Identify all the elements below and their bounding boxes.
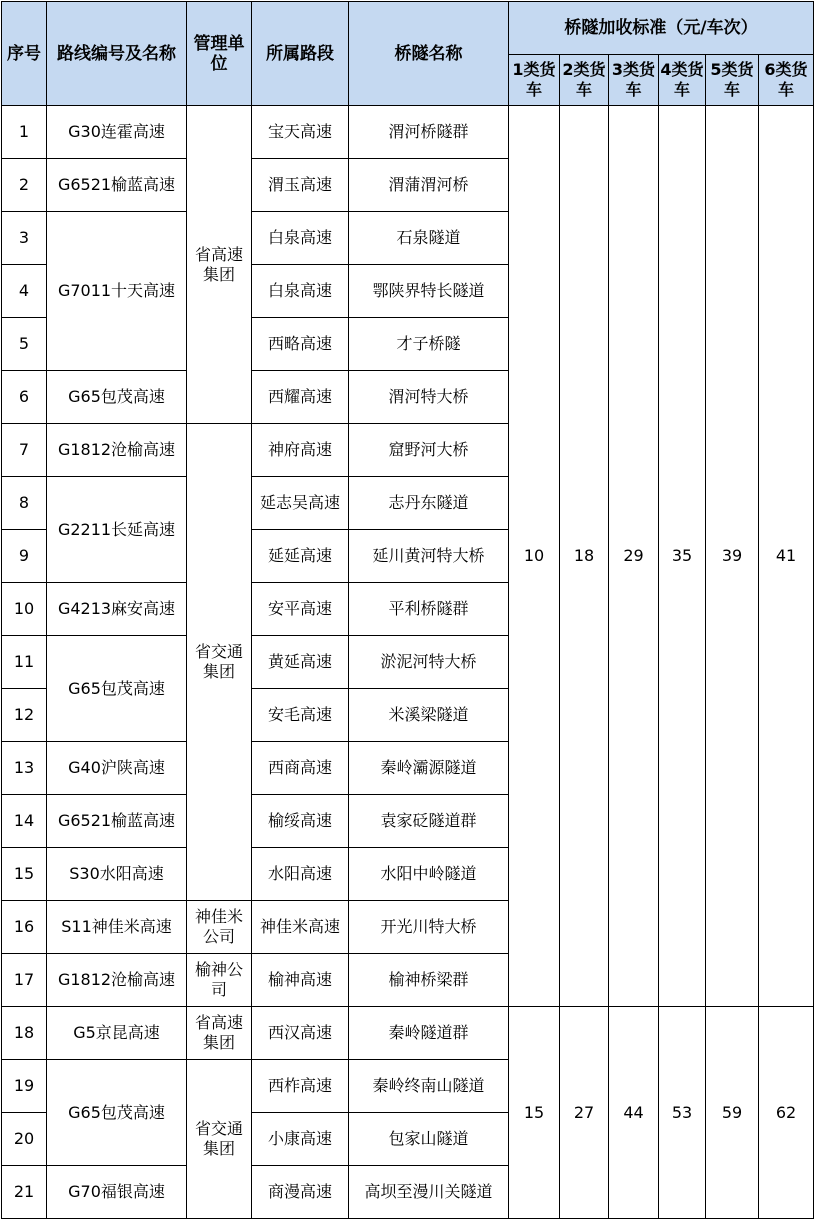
- section-cell: 延延高速: [252, 530, 349, 583]
- bridge-cell: 秦岭灞源隧道: [349, 742, 509, 795]
- seq-cell: 17: [2, 954, 47, 1007]
- route-cell: G65包茂高速: [47, 1060, 187, 1166]
- route-cell: G30连霍高速: [47, 106, 187, 159]
- bridge-cell: 鄂陕界特长隧道: [349, 265, 509, 318]
- fee-cell-class-2: 18: [560, 106, 609, 1007]
- section-cell: 白泉高速: [252, 212, 349, 265]
- section-cell: 安毛高速: [252, 689, 349, 742]
- fee-cell-class-5: 39: [706, 106, 759, 1007]
- bridge-cell: 米溪梁隧道: [349, 689, 509, 742]
- header-class-6: 6类货车: [759, 55, 814, 106]
- seq-cell: 14: [2, 795, 47, 848]
- section-cell: 榆绥高速: [252, 795, 349, 848]
- fee-cell-class-4: 35: [659, 106, 706, 1007]
- seq-cell: 6: [2, 371, 47, 424]
- header-class-5: 5类货车: [706, 55, 759, 106]
- seq-cell: 15: [2, 848, 47, 901]
- bridge-cell: 开光川特大桥: [349, 901, 509, 954]
- bridge-cell: 榆神桥梁群: [349, 954, 509, 1007]
- section-cell: 神府高速: [252, 424, 349, 477]
- route-cell: G2211长延高速: [47, 477, 187, 583]
- bridge-cell: 渭河桥隧群: [349, 106, 509, 159]
- fee-cell-class-3: 44: [609, 1007, 659, 1219]
- unit-cell: 省高速集团: [187, 106, 252, 424]
- unit-cell: 省交通集团: [187, 1060, 252, 1219]
- section-cell: 渭玉高速: [252, 159, 349, 212]
- bridge-cell: 秦岭终南山隧道: [349, 1060, 509, 1113]
- seq-cell: 8: [2, 477, 47, 530]
- fee-cell-class-4: 53: [659, 1007, 706, 1219]
- header-route: 路线编号及名称: [47, 2, 187, 106]
- unit-cell: 省交通集团: [187, 424, 252, 901]
- seq-cell: 19: [2, 1060, 47, 1113]
- header-class-2: 2类货车: [560, 55, 609, 106]
- route-cell: G6521榆蓝高速: [47, 159, 187, 212]
- section-cell: 水阳高速: [252, 848, 349, 901]
- route-cell: S11神佳米高速: [47, 901, 187, 954]
- table-row: [2, 1007, 814, 1060]
- section-cell: 西耀高速: [252, 371, 349, 424]
- route-cell: G40沪陕高速: [47, 742, 187, 795]
- section-cell: 西商高速: [252, 742, 349, 795]
- table-row: [2, 106, 814, 159]
- section-cell: 延志吴高速: [252, 477, 349, 530]
- fee-cell-class-2: 27: [560, 1007, 609, 1219]
- route-cell: S30水阳高速: [47, 848, 187, 901]
- seq-cell: 20: [2, 1113, 47, 1166]
- header-class-4: 4类货车: [659, 55, 706, 106]
- bridge-cell: 才子桥隧: [349, 318, 509, 371]
- route-cell: G65包茂高速: [47, 636, 187, 742]
- header-seq: 序号: [2, 2, 47, 106]
- fee-cell-class-6: 41: [759, 106, 814, 1007]
- seq-cell: 4: [2, 265, 47, 318]
- section-cell: 西汉高速: [252, 1007, 349, 1060]
- route-cell: G6521榆蓝高速: [47, 795, 187, 848]
- route-cell: G7011十天高速: [47, 212, 187, 371]
- header-bridge: 桥隧名称: [349, 2, 509, 106]
- section-cell: 宝天高速: [252, 106, 349, 159]
- section-cell: 白泉高速: [252, 265, 349, 318]
- bridge-cell: 石泉隧道: [349, 212, 509, 265]
- fee-cell-class-5: 59: [706, 1007, 759, 1219]
- seq-cell: 3: [2, 212, 47, 265]
- seq-cell: 18: [2, 1007, 47, 1060]
- bridge-cell: 延川黄河特大桥: [349, 530, 509, 583]
- bridge-cell: 袁家砭隧道群: [349, 795, 509, 848]
- header-class-1: 1类货车: [509, 55, 560, 106]
- seq-cell: 21: [2, 1166, 47, 1219]
- seq-cell: 1: [2, 106, 47, 159]
- bridge-cell: 渭蒲渭河桥: [349, 159, 509, 212]
- header-class-3: 3类货车: [609, 55, 659, 106]
- bridge-cell: 窟野河大桥: [349, 424, 509, 477]
- unit-cell: 榆神公司: [187, 954, 252, 1007]
- header-standard: 桥隧加收标准（元/车次）: [509, 2, 814, 55]
- section-cell: 小康高速: [252, 1113, 349, 1166]
- seq-cell: 10: [2, 583, 47, 636]
- fee-cell-class-1: 15: [509, 1007, 560, 1219]
- unit-cell: 神佳米公司: [187, 901, 252, 954]
- seq-cell: 11: [2, 636, 47, 689]
- route-cell: G70福银高速: [47, 1166, 187, 1219]
- bridge-cell: 淤泥河特大桥: [349, 636, 509, 689]
- fee-cell-class-3: 29: [609, 106, 659, 1007]
- fee-cell-class-1: 10: [509, 106, 560, 1007]
- seq-cell: 2: [2, 159, 47, 212]
- bridge-cell: 水阳中岭隧道: [349, 848, 509, 901]
- section-cell: 商漫高速: [252, 1166, 349, 1219]
- section-cell: 神佳米高速: [252, 901, 349, 954]
- section-cell: 安平高速: [252, 583, 349, 636]
- unit-cell: 省高速集团: [187, 1007, 252, 1060]
- bridge-cell: 志丹东隧道: [349, 477, 509, 530]
- route-cell: G1812沧榆高速: [47, 424, 187, 477]
- bridge-cell: 渭河特大桥: [349, 371, 509, 424]
- toll-table: [1, 1, 814, 1219]
- bridge-cell: 包家山隧道: [349, 1113, 509, 1166]
- seq-cell: 12: [2, 689, 47, 742]
- section-cell: 西柞高速: [252, 1060, 349, 1113]
- route-cell: G4213麻安高速: [47, 583, 187, 636]
- route-cell: G1812沧榆高速: [47, 954, 187, 1007]
- header-section: 所属路段: [252, 2, 349, 106]
- fee-cell-class-6: 62: [759, 1007, 814, 1219]
- seq-cell: 5: [2, 318, 47, 371]
- bridge-cell: 高坝至漫川关隧道: [349, 1166, 509, 1219]
- seq-cell: 13: [2, 742, 47, 795]
- bridge-cell: 秦岭隧道群: [349, 1007, 509, 1060]
- section-cell: 黄延高速: [252, 636, 349, 689]
- route-cell: G65包茂高速: [47, 371, 187, 424]
- route-cell: G5京昆高速: [47, 1007, 187, 1060]
- seq-cell: 16: [2, 901, 47, 954]
- seq-cell: 7: [2, 424, 47, 477]
- bridge-cell: 平利桥隧群: [349, 583, 509, 636]
- section-cell: 西略高速: [252, 318, 349, 371]
- section-cell: 榆神高速: [252, 954, 349, 1007]
- header-unit: 管理单位: [187, 2, 252, 106]
- seq-cell: 9: [2, 530, 47, 583]
